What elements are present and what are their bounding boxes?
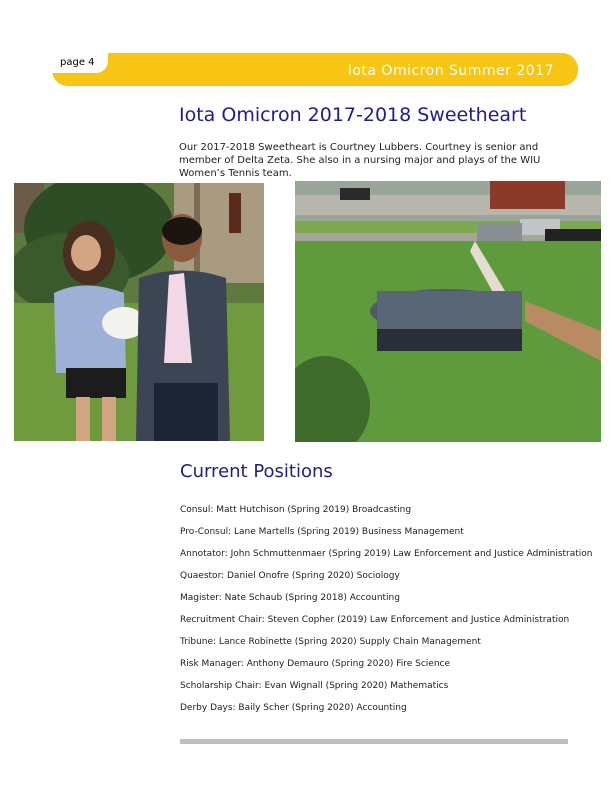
position-item: Tribune: Lance Robinette (Spring 2020) Supply Chain Management bbox=[180, 637, 481, 647]
position-item: Recruitment Chair: Steven Copher (2019) Law Enforcement and Justice Administration bbox=[180, 615, 570, 625]
chapter-group-photo bbox=[295, 181, 601, 442]
sweetheart-photo bbox=[14, 183, 264, 441]
newsletter-title: Iota Omicron Summer 2017 bbox=[347, 63, 554, 79]
position-item: Pro-Consul: Lane Martells (Spring 2019) Business Management bbox=[180, 527, 464, 537]
position-item: Derby Days: Baily Scher (Spring 2020) Accounting bbox=[180, 703, 407, 713]
position-item: Quaestor: Daniel Onofre (Spring 2020) Sociology bbox=[180, 571, 400, 581]
positions-title: Current Positions bbox=[180, 461, 333, 482]
position-item: Consul: Matt Hutchison (Spring 2019) Broadcasting bbox=[180, 505, 412, 515]
position-item: Annotator: John Schmuttenmaer (Spring 2019) Law Enforcement and Justice Administration bbox=[180, 549, 593, 559]
sweetheart-title: Iota Omicron 2017-2018 Sweetheart bbox=[179, 104, 527, 126]
position-item: Risk Manager: Anthony Demauro (Spring 2020) Fire Science bbox=[180, 659, 451, 669]
position-item: Scholarship Chair: Evan Wignall (Spring 2020) Mathematics bbox=[180, 681, 449, 691]
sweetheart-text: Our 2017-2018 Sweetheart is Courtney Lubbers. Courtney is senior and member of Delta Zeta. She also in a nursing major and plays of the WIU Women’s Tennis team. bbox=[179, 142, 541, 179]
position-item: Magister: Nate Schaub (Spring 2018) Accounting bbox=[180, 593, 400, 603]
footer-divider bbox=[180, 739, 568, 744]
positions-list bbox=[180, 502, 593, 722]
page-number: page 4 bbox=[60, 57, 95, 68]
